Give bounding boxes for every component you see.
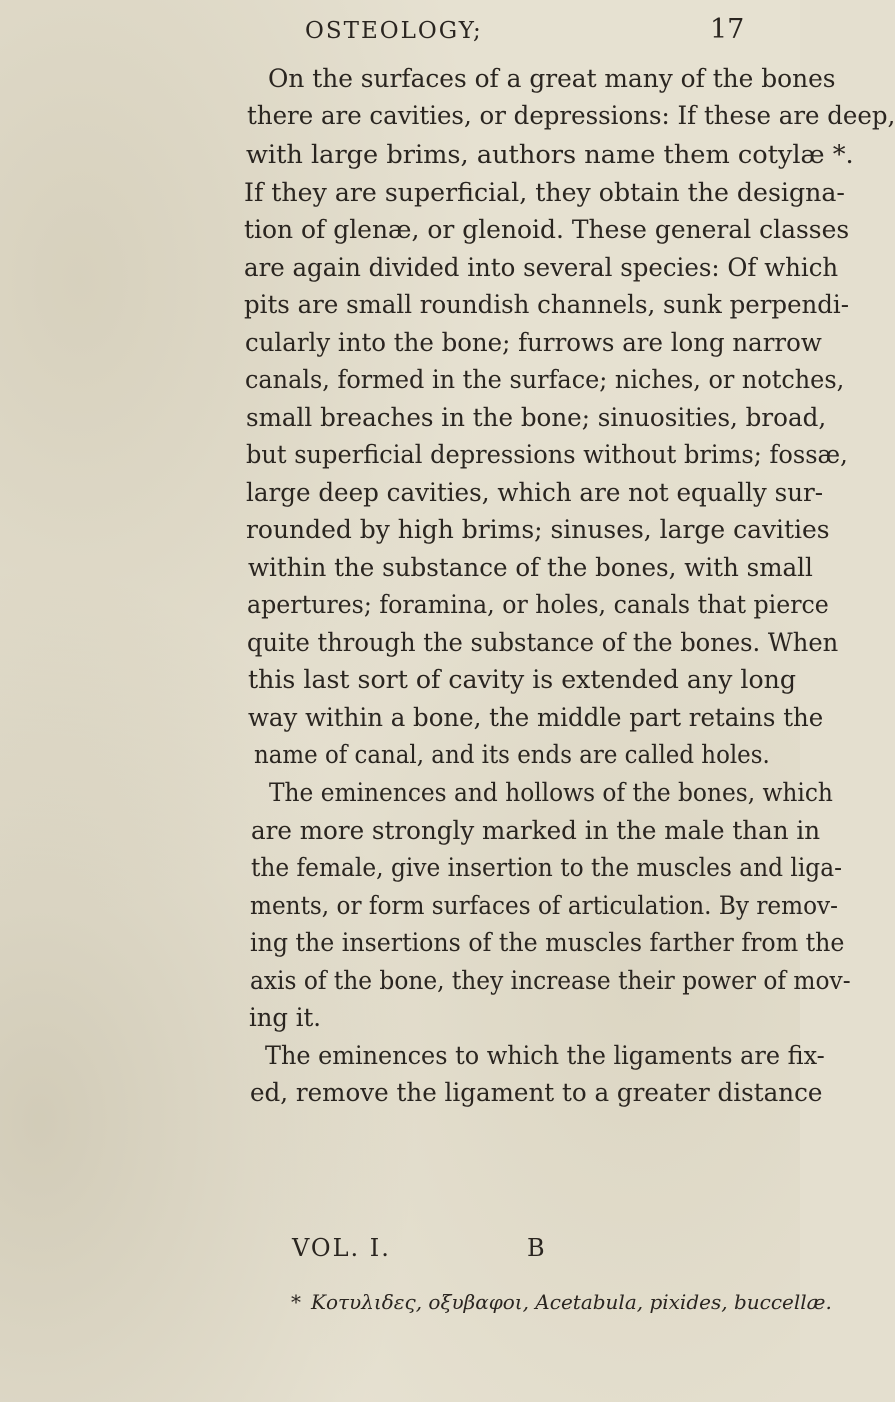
running-title: OSTEOLOGY; [305,18,483,44]
footnote-marker: * [291,1290,301,1314]
text-line: way within a bone, the middle part retains the [248,703,824,733]
text-line: there are cavities, or depressions: If these are deep, [247,101,895,131]
text-line: this last sort of cavity is extended any long [248,665,797,695]
text-line: ed, remove the ligament to a greater distance [250,1078,823,1108]
text-line: pits are small roundish channels, sunk perpendi- [244,290,850,320]
text-line: small breaches in the bone; sinuosities, broad, [246,403,827,433]
text-line: with large brims, authors name them cotylæ *. [246,140,854,170]
text-line: ments, or form surfaces of articulation. By remov- [250,891,838,921]
text-line: within the substance of the bones, with small [248,553,813,583]
signature-line [292,1234,792,1274]
text-line: are more strongly marked in the male than in [251,816,821,846]
text-line: The eminences to which the ligaments are fix- [265,1041,825,1071]
text-line: canals, formed in the surface; niches, or notches, [245,365,845,395]
text-line: are again divided into several species: Of which [244,253,839,283]
text-line: ing the insertions of the muscles farther from the [250,928,845,958]
footnote [291,1290,832,1314]
text-line: but superficial depressions without brims; fossæ, [246,440,848,470]
text-line: The eminences and hollows of the bones, which [269,778,833,808]
text-line: large deep cavities, which are not equally sur- [246,478,824,508]
text-line: ing it. [249,1003,322,1033]
text-line: If they are superficial, they obtain the designa- [244,178,845,208]
running-head [0,14,800,54]
text-line: rounded by high brims; sinuses, large cavities [246,515,830,545]
text-line: apertures; foramina, or holes, canals that pierce [247,590,829,620]
volume-mark: VOL. I. [292,1234,391,1262]
text-line: On the surfaces of a great many of the bones [268,64,836,94]
text-line: axis of the bone, they increase their power of mov- [250,966,851,996]
page-number: 17 [710,14,745,45]
text-line: cularly into the bone; furrows are long narrow [245,328,822,358]
text-line: tion of glenæ, or glenoid. These general classes [244,215,850,245]
footnote-text: Κοτυλιδες, οξυβαφοι, Acetabula, pixides, buccellæ. [311,1290,832,1314]
signature-mark: B [527,1234,545,1262]
text-line: quite through the substance of the bones. When [247,628,839,658]
text-line: name of canal, and its ends are called holes. [254,740,770,770]
text-line: the female, give insertion to the muscles and liga- [251,853,842,883]
